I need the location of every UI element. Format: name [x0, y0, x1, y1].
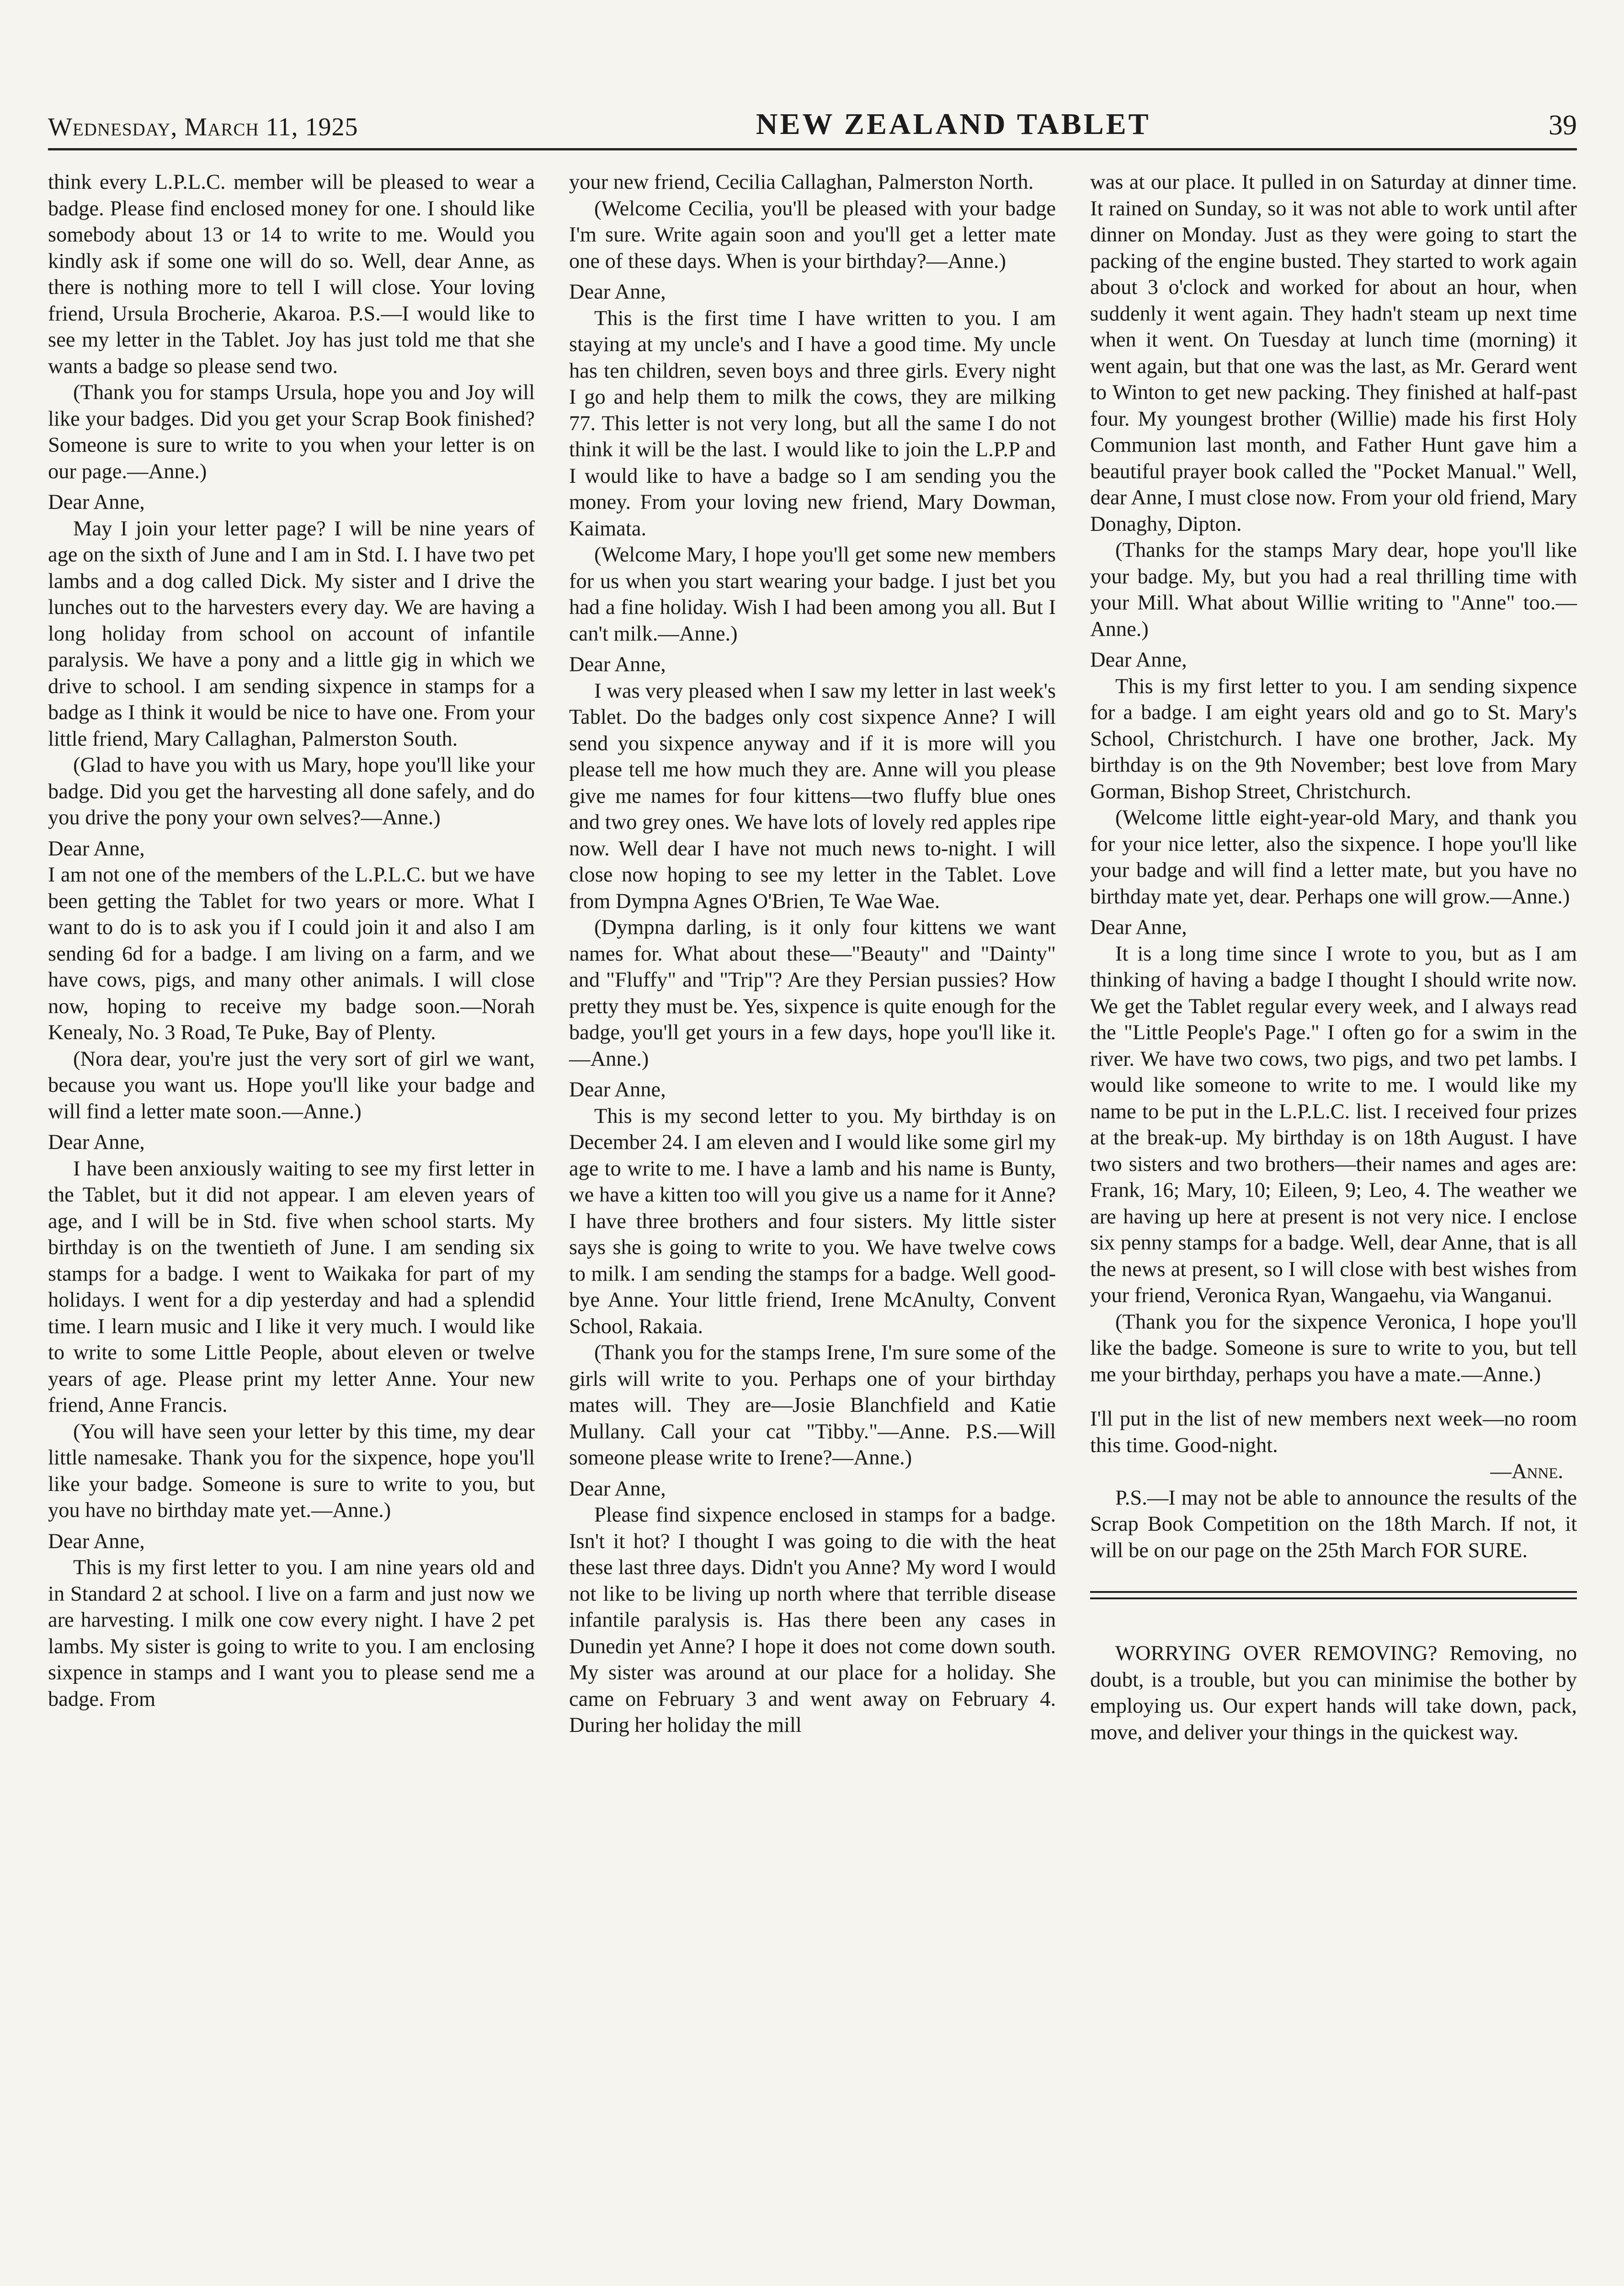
body-paragraph: It is a long time since I wrote to you, but as I am thinking of having a badge I thought I should write now. We get the Tablet regular every week, and I always read the "Little People's Page." I often go for a swim in the river. We have two cows, two pigs, and two pet lambs. I would like someone to write to me. I would like my name to be put in the L.P.L.C. list. I received four prizes at the break-up. My birthday is on 18th August. I have two sisters and two brothers—their names and ages are: Frank, 16; Mary, 10; Eileen, 9; Leo, 4. The weather we are having up here at present is not very nice. I enclose six penny stamps for a badge. Well, dear Anne, that is all the news at present, so I will close with best wishes from your friend, Veronica Ryan, Wangaehu, via Wanganui. — [1090, 942, 1577, 1307]
cont-paragraph: your new friend, Cecilia Callaghan, Palmerston North. — [569, 171, 1034, 194]
body-paragraph: This is my first letter to you. I am nine years old and in Standard 2 at school. I live on a farm and just now we are harvesting. I milk one cow every night. I have 2 pet lambs. My sister is going to write to you. I am enclosing sixpence in stamps and I want you to please send me a badge. From — [48, 1556, 535, 1711]
body-paragraph: This is my first letter to you. I am sending sixpence for a badge. I am eight years old and go to St. Mary's School, Christchurch. I have one brother, Jack. My birthday is on the 9th November; best love from Mary Gorman, Bishop Street, Christchurch. — [1090, 674, 1577, 803]
reply-paragraph: (Welcome Mary, I hope you'll get some new members for us when you start wearing your badge. I just bet you had a fine holiday. Wish I had been among you all. But I can't milk.—Anne.) — [569, 543, 1056, 646]
reply-paragraph: (Glad to have you with us Mary, hope you'll like your badge. Did you get the harvesting all done safely, and do you drive the pony your own selves?—Anne.) — [48, 753, 535, 829]
body-paragraph: I have been anxiously waiting to see my first letter in the Tablet, but it did not appear. I am eleven years of age, and I will be in Std. five when school starts. My birthday is on the twentieth of June. I am sending six stamps for a badge. I went to Waikaka for part of my holidays. I went for a dip yesterday and had a splendid time. I learn music and I like it very much. I would like to write to some Little People, about eleven or twelve years of age. Please print my letter Anne. Your new friend, Anne Francis. — [48, 1157, 535, 1417]
salutation-paragraph: Dear Anne, — [569, 280, 666, 304]
cont-paragraph: think every L.P.L.C. member will be pleased to wear a badge. Please find enclosed money for one. I should like somebody about 13 or 14 to write to me. Would you kindly ask if some one will do so. Well, dear Anne, as there is nothing more to tell I will close. Your loving friend, Ursula Brocherie, Akaroa. P.S.—I would like to see my letter in the Tablet. Joy has just told me that she wants a badge so please send two. — [48, 171, 535, 378]
reply-paragraph: (Welcome Cecilia, you'll be pleased with your badge I'm sure. Write again soon and you'll get a letter mate one of these days. When is your birthday?—Anne.) — [569, 197, 1056, 273]
salutation-paragraph: Dear Anne, — [569, 653, 666, 676]
reply-paragraph: (Thank you for the sixpence Veronica, I hope you'll like the badge. Someone is sure to write to you, but tell me your birthday, perhaps you have a mate.—Anne.) — [1090, 1310, 1577, 1386]
cont-paragraph: I am not one of the members of the L.P.L.C. but we have been getting the Tablet for two years or more. What I want to do is to ask you if I could join it and also I am sending 6d for a badge. I am living on a farm, and we have cows, pigs, and many other animals. I will close now, hoping to receive my badge soon.—Norah Kenealy, No. 3 Road, Te Puke, Bay of Plenty. — [48, 863, 535, 1044]
salutation-paragraph: Dear Anne, — [48, 1131, 145, 1154]
reply-paragraph: (Thank you for stamps Ursula, hope you and Joy will like your badges. Did you get your Scrap Book finished? Someone is sure to write to you when your letter is on our page.—Anne.) — [48, 381, 535, 483]
salutation-paragraph: Dear Anne, — [48, 1529, 145, 1553]
reply-paragraph: (Thanks for the stamps Mary dear, hope you'll like your badge. My, but you had a real thrilling time with your Mill. What about Willie writing to "Anne" too.—Anne.) — [1090, 539, 1577, 641]
page-header — [48, 91, 1577, 150]
salutation-paragraph: Dear Anne, — [1090, 648, 1187, 672]
body-paragraph: May I join your letter page? I will be nine years of age on the sixth of June and I am in Std. I. I have two pet lambs and a dog called Dick. My sister and I drive the lunches out to the harvesters every day. We are having a long holiday from school on account of infantile paralysis. We have a pony and a little gig in which we drive to school. I am sending sixpence in stamps for a badge as I think it would be nice to have one. From your little friend, Mary Callaghan, Palmerston South. — [48, 517, 535, 751]
body-paragraph: Please find sixpence enclosed in stamps for a badge. Isn't it hot? I thought I was going to die with the heat these last three days. Didn't you Anne? My word I would not like to be living up north where that terrible disease infantile paralysis is. Has there been any cases in Dunedin yet Anne? I hope it does not come down south. My sister was around at our place for a holiday. She came on February 3 and went away on February 4. During her holiday the mill — [569, 1503, 1056, 1737]
salutation-paragraph: Dear Anne, — [569, 1078, 666, 1101]
body-paragraph: P.S.—I may not be able to announce the results of the Scrap Book Competition on the 18th March. If not, it will be on our page on the 25th March FOR SURE. — [1090, 1486, 1577, 1562]
column-2 — [569, 169, 1056, 2195]
page-number: 39 — [1549, 110, 1577, 141]
issue-date: Wednesday, March 11, 1925 — [48, 113, 358, 141]
column-1 — [48, 169, 535, 2195]
ad-paragraph: WORRYING OVER REMOVING? Removing, no doubt, is a trouble, but you can minimise the bother by employing us. Our expert hands will take down, pack, move, and deliver your things in the quickest way. — [1090, 1642, 1577, 1744]
body-paragraph: This is my second letter to you. My birthday is on December 24. I am eleven and I would like some girl my age to write to me. I have a lamb and his name is Bunty, we have a kitten too will you give us a name for it Anne? I have three brothers and four sisters. My little sister says she is going to write to you. We have twelve cows to milk. I am sending the stamps for a badge. Well good-bye Anne. Your little friend, Irene McAnulty, Convent School, Rakaia. — [569, 1104, 1056, 1338]
newspaper-title: NEW ZEALAND TABLET — [756, 107, 1151, 141]
body-paragraph: This is the first time I have written to you. I am staying at my uncle's and I have a good time. My uncle has ten children, seven boys and three girls. Every night I go and help them to milk the cows, they are milking 77. This letter is not very long, but all the same I do not think it will be the last. I would like to join the L.P.P and I would like to have a badge so I am sending you the money. From your loving new friend, Mary Dowman, Kaimata. — [569, 306, 1056, 540]
column-3 — [1090, 169, 1577, 2195]
cont-paragraph: was at our place. It pulled in on Saturday at dinner time. It rained on Sunday, so it was not able to work until after dinner on Monday. Just as they were going to start the packing of the engine busted. They started to work again about 3 o'clock and worked for about an hour, when suddenly it went again. They hadn't steam up next time when it went. On Tuesday at lunch time (morning) it went again, but that one was the last, as Mr. Gerard went to Winton to get new packing. They finished at half-past four. My youngest brother (Willie) made his first Holy Communion last month, and Father Hunt gave him a beautiful prayer book called the "Pocket Manual." Well, dear Anne, I must close now. From your old friend, Mary Donaghy, Dipton. — [1090, 171, 1577, 536]
signoff-paragraph: —Anne. — [1490, 1460, 1563, 1483]
reply-paragraph: (Thank you for the stamps Irene, I'm sure some of the girls will write to you. Perhaps one of your birthday mates will. They are—Josie Blanchfield and Katie Mullany. Call your cat "Tibby."—Anne. P.S.—Will someone please write to Irene?—Anne.) — [569, 1341, 1056, 1469]
salutation-paragraph: Dear Anne, — [48, 837, 145, 860]
notice-paragraph: I'll put in the list of new members next week—no room this time. Good-night. — [1090, 1407, 1577, 1457]
article-columns — [48, 169, 1577, 2195]
reply-paragraph: (You will have seen your letter by this time, my dear little namesake. Thank you for the sixpence, hope you'll like your badge. Someone is sure to write to you, but you have no birthday mate yet.—Anne.) — [48, 1420, 535, 1522]
reply-paragraph: (Dympna darling, is it only four kittens we want names for. What about these—"Beauty" and "Dainty" and "Fluffy" and "Trip"? Are they Persian pussies? How pretty they must be. Yes, sixpence is quite enough for the badge, you'll get yours in a few days, hope you'll like it.—Anne.) — [569, 916, 1056, 1071]
salutation-paragraph: Dear Anne, — [569, 1477, 666, 1501]
reply-paragraph: (Welcome little eight-year-old Mary, and thank you for your nice letter, also the sixpence. I hope you'll like your badge and will find a letter mate, but you have no birthday mate yet, dear. Perhaps one will grow.—Anne.) — [1090, 806, 1577, 908]
reply-paragraph: (Nora dear, you're just the very sort of girl we want, because you want us. Hope you'll like your badge and will find a letter mate soon.—Anne.) — [48, 1047, 535, 1123]
salutation-paragraph: Dear Anne, — [1090, 916, 1187, 939]
salutation-paragraph: Dear Anne, — [48, 491, 145, 514]
section-divider — [1090, 1591, 1577, 1599]
body-paragraph: I was very pleased when I saw my letter in last week's Tablet. Do the badges only cost sixpence Anne? I will send you sixpence anyway and if it is more will you please tell me how much they are. Anne will you please give me names for four kittens—two fluffy blue ones and two grey ones. We have lots of lovely red apples ripe now. Well dear I have not much news to-night. I will close now hoping to see my letter in the Tablet. Love from Dympna Agnes O'Brien, Te Wae Wae. — [569, 679, 1056, 913]
